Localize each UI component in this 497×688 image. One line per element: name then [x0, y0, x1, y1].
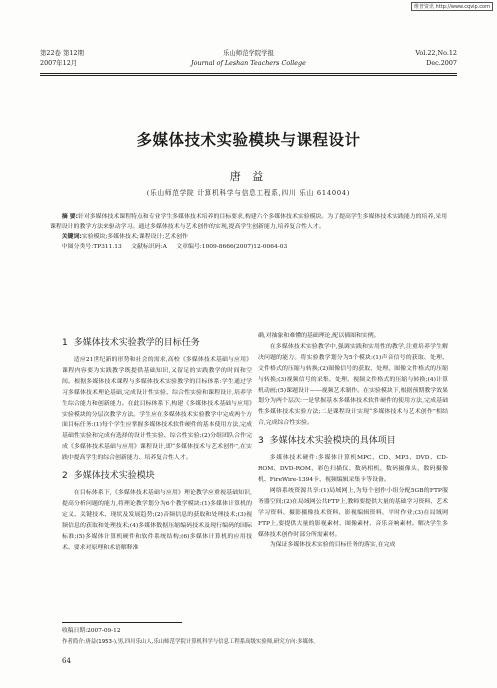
experiment-modules-paragraph: 在多媒体技术实验教学中,强调实践和实用性的教学,注重培养学生解决问题的能力。将实验教学划分为5个模块:(1)声音信号的获取、处理、文件格式的压缩与转换;(2)图像信号的获取、处理、图像文件格式的压缩与转换;(3)视频信号的采集、处理、视频文件格式的压缩与转换;(4)计算机动画;(5)课题设计——视频艺术制作。在实验模块下,根据预期教学效果划分为两个层次:一是掌握基本多媒体技术软件硬件的使用方法,完成基础性多媒体技术实验方法;二是课程设计实现“多媒体技术与艺术创作”相结合,完成综合性实验。 — [258, 343, 448, 427]
abstract-text: 针对多媒体技术课程特点和专业学生多媒体技术培养的目标要求,构建六个多媒体技术实验模块。为了提高学生多媒体技术实践能力的培养,采用课程设计的教学方法来驱动学习。通过多媒体技术与艺术创作的实现,提高学生创新能力,培养复合性人才。 — [50, 214, 447, 230]
author-affiliation: (乐山师范学院 计算机科学与信息工程系,四川 乐山 614004) — [146, 189, 351, 197]
section-2-title: 多媒体技术实验模块 — [73, 471, 155, 482]
classification-row — [50, 242, 447, 252]
section-1-title: 多媒体技术实验教学的目标任务 — [73, 338, 200, 348]
article-author: 唐 益 — [229, 170, 268, 183]
volume-issue-cn: 第22卷 第12期 — [40, 49, 84, 57]
abstract — [50, 212, 447, 252]
keywords-text: 实验模块;多媒体技术;课程设计;艺术创作 — [81, 234, 188, 240]
keywords — [50, 232, 447, 242]
closing-paragraph: 为保证多媒体技术实验的目标任务的落实,在完成 — [269, 542, 396, 549]
watermark-banner[interactable]: 维普资讯 http://www.cqvip.com — [411, 2, 493, 11]
article-title: 多媒体技术实验模块与课程设计 — [136, 131, 361, 149]
section-3-number: 3 — [258, 436, 264, 447]
section-1-number: 1 — [62, 338, 68, 348]
date-cn: 2007年12月 — [40, 59, 78, 67]
received-date: 收稿日期:2007-09-12 — [62, 628, 121, 634]
author-bio: 作者简介:唐益(1953-),男,四川乐山人,乐山师范学院计算机科学与信息工程系高级实验师,研究方向:多媒体。 — [62, 639, 319, 645]
date-en: Dec.2007 — [426, 59, 457, 67]
keywords-label: 关键词: — [61, 234, 82, 240]
section-3-title: 多媒体技术实验模块的具体项目 — [269, 436, 396, 447]
section-2-heading — [62, 470, 252, 482]
article-number: 文章编号:1009-8666(2007)12-0064-03 — [176, 244, 288, 250]
section-3-heading — [258, 435, 448, 447]
page-number: 64 — [62, 657, 71, 665]
left-column — [62, 331, 252, 554]
right-column — [258, 331, 448, 551]
abstract-label: 摘 要: — [61, 214, 78, 220]
classification-number: 中图分类号:TP311.13 — [61, 244, 122, 250]
section-2-number: 2 — [62, 471, 68, 482]
section-1-heading — [62, 337, 252, 349]
hardware-paragraph: 多媒体技术硬件:多媒体计算机MPC、CD、MP3、DVD、CD-ROM、DVD-ROM、彩色扫描仪、数码相机、数码摄像头、数码摄像机、FireWire-1394卡、视频编辑采集卡等设备。 — [258, 455, 448, 483]
document-code: 文献标识码:A — [131, 244, 167, 250]
network-resources-paragraph: 网络系统资源共享:(1)局域网上,为每个创作小组分配5GB的FTP服务器空间;(2)在局域网公共FTP上,教师要提供大量的基础学习资料、艺术学习资料、摄影摄像技术资料、影视编辑资料、平时作业;(3)在局域网FTP上,要提供大量的影视素材、图像素材、音乐音响素材。解决学生多媒体技术创作时部分所需素材。 — [258, 487, 448, 538]
journal-name-en: Journal of Leshan Teachers College — [191, 59, 306, 67]
section-1-paragraph: 适应21世纪新的形势和社会的需求,高校《多媒体技术基础与应用》课程内容要为实践教学既提供基础知识,又留足的实践教学的时间和空间。根据多媒体技术课程与多媒体技术实验教学的目标体系:学生通过学习多媒体技术理论基础,完成设计性实验、综合性实验和课程设计,培养学生综合能力和创新能力。在此目标体系下,构建《多媒体技术基础与应用》实验模块的分层次教学方法。学生应在多媒体技术实验教学中完成两个方面目标任务:(1)每个学生应掌握多媒体技术软件硬件的基本使用方法,完成基础性实验和完成有选择的设计性实验、综合性实验;(2)分组团队合作完成《多媒体技术基础与应用》课程设计,即“多媒体技术与艺术创作”,在实践中提高学生的综合创新能力、培养复合性人才。 — [62, 357, 252, 462]
journal-name-cn: 乐山师范学院学报 — [222, 49, 275, 57]
header-rule-top — [40, 73, 457, 74]
section-2-paragraph: 在目标体系下,《多媒体技术基础与应用》理论教学应重视基础知识,提高分析问题的能力,将理论教学划分为6个教学模块:(1)多媒体计算机的定义、关键技术、现状及发展趋势;(2)音频信息的获取和处理技术;(3)视频信息的获取和处理技术;(4)多媒体数据压缩编码技术及现行编码的国际标准;(5)多媒体计算机硬件和软件系统结构;(6)多媒体计算机的应用技术。要求对原理和术语解释准 — [62, 490, 252, 551]
abstract-body — [50, 212, 447, 232]
journal-issue-info-en — [415, 48, 457, 68]
continued-paragraph: 确,对抽象和难懂的基础理论,配以插图和实例。 — [258, 333, 380, 339]
volume-issue-en: Vol.22,No.12 — [415, 49, 457, 57]
footnote-rule — [62, 622, 182, 623]
header-rule-bottom — [40, 75, 457, 76]
